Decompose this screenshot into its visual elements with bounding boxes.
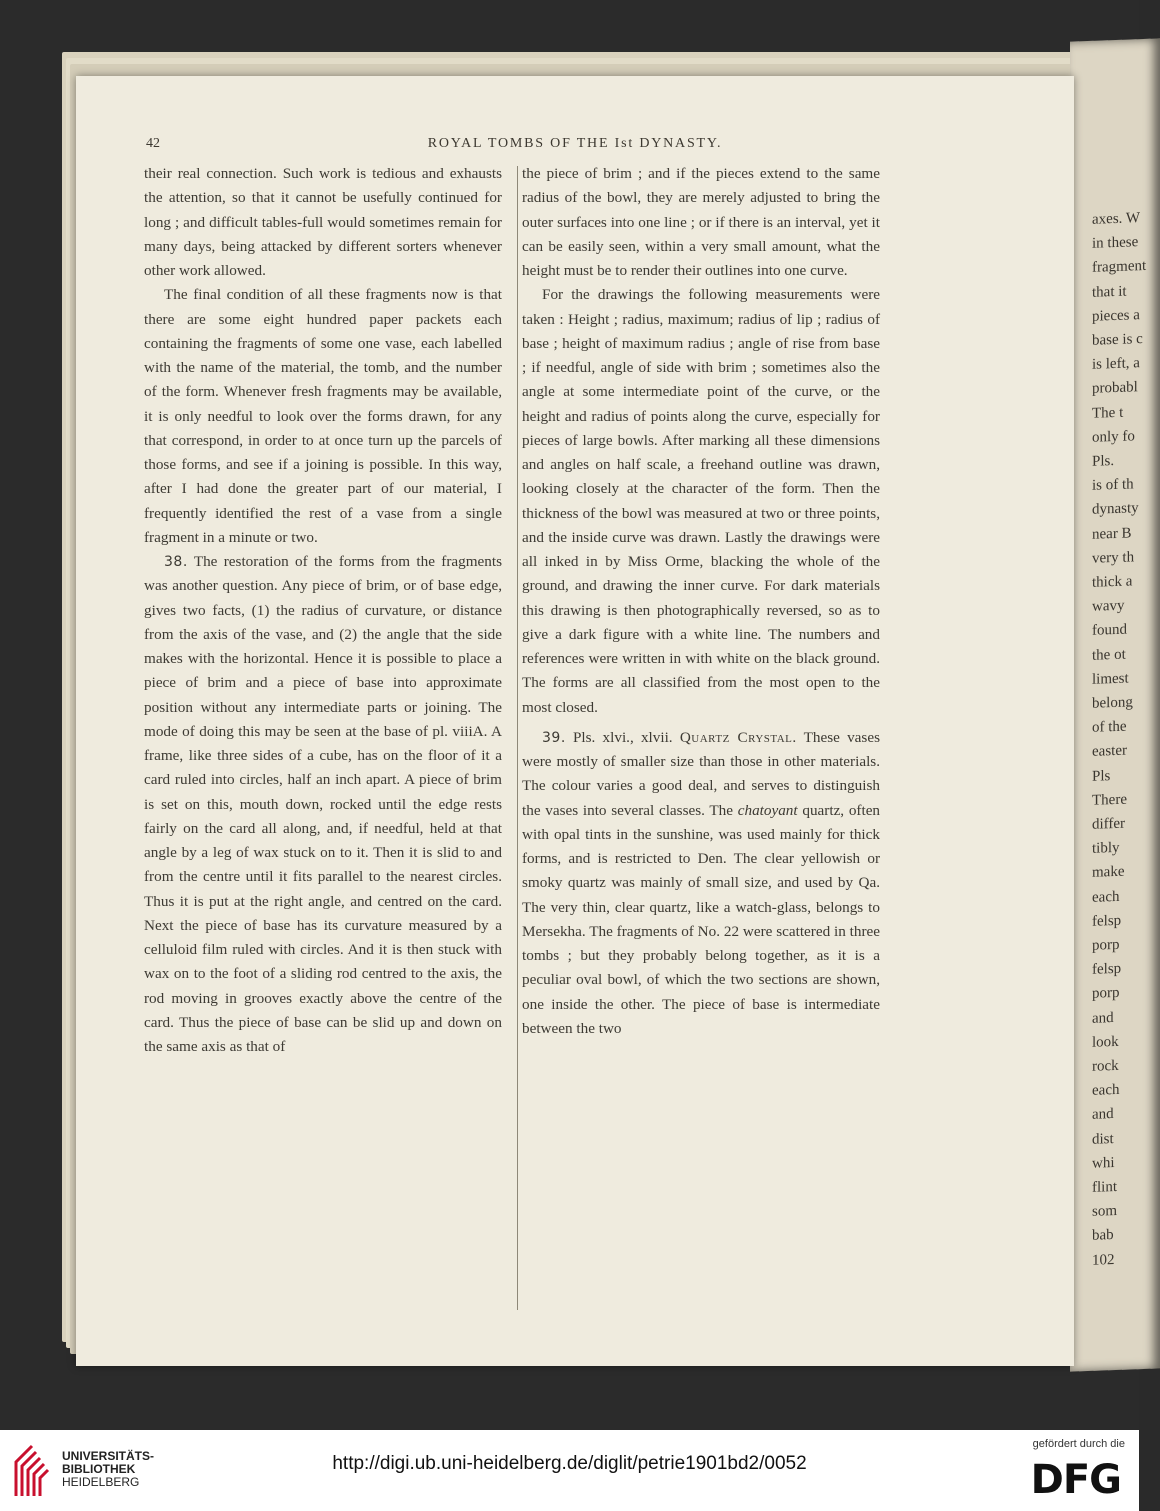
footer-bar (0, 1430, 1139, 1511)
facing-page-fragment: Pls (1092, 767, 1111, 785)
italic-term: chatoyant (737, 801, 798, 819)
page-header (76, 136, 1074, 156)
running-title: ROYAL TOMBS OF THE Ist DYNASTY. (427, 136, 723, 151)
facing-page-fragment: 102 (1092, 1251, 1115, 1269)
facing-page-fragment: tibly (1092, 840, 1120, 857)
plates-reference: Pls. xlvi., xlvii. (572, 728, 673, 746)
page-number: 42 (146, 136, 160, 151)
facing-page-fragment: thick a (1092, 573, 1133, 591)
facing-page-fragment: rock (1092, 1057, 1119, 1075)
facing-page-fragment: whi (1092, 1154, 1115, 1172)
right-column (522, 162, 880, 1041)
paragraph-text: quartz, often with opal tints in the sunshine, was used mainly for thick forms, and is restricted to Den. The clear yellowish or smoky quartz was mainly of small size, and used by Qa. The very thin, clear quartz, like a watch-glass, belongs to Mersekha. The fragments of No. 22 were scattered in three tombs ; but they probably belong together, as it is a peculiar oval bowl, of which the two sections are shown, one inside the other. The piece of base is intermediate between the two (522, 801, 881, 1037)
facing-page-fragment: There (1092, 791, 1127, 809)
paragraph (144, 550, 502, 1059)
facing-page-fragment: axes. W (1092, 210, 1141, 228)
facing-page-fragment: flint (1092, 1178, 1117, 1196)
paragraph: the piece of brim ; and if the pieces extend to the same radius of the bowl, they are merely adjusted to bring the outer surfaces into one line ; or if there is an interval, yet it can be easily seen, within a very small amount, what the height must be to render their outlines into one curve. (522, 165, 880, 279)
facing-page-fragment: very th (1092, 549, 1135, 567)
facing-page-fragment: fragment (1092, 258, 1147, 277)
facing-page-fragment: felsp (1092, 912, 1122, 930)
paragraph: The final condition of all these fragments now is that there are some eight hundred paper packets each containing the fragments of some one vase, each labelled with the name of the material, the tomb, and the number of the form. Whenever fresh fragments may be available, it is only needful to look over the forms drawn, for any that correspond, in order to at once turn up the parcels of those forms, and see if a joining is possible. In this way, after I had done the greater part of our material, I frequently identified the rest of a vase from a single fragment in a minute or two. (144, 286, 502, 546)
facing-page-fragment: porp (1092, 985, 1120, 1003)
paragraph (522, 726, 880, 1041)
paragraph-text: These vases were mostly of smaller size than those in other materials. The colour varies a good deal, and serves to distinguish the vases into several classes. The (522, 728, 880, 819)
facing-page-fragment: easter (1092, 742, 1127, 761)
facing-page-fragment: bab (1092, 1227, 1114, 1245)
facing-page-fragment: som (1092, 1203, 1118, 1220)
facing-page-fragment: is left, a (1092, 355, 1140, 373)
facing-page-fragment: in these (1092, 234, 1139, 252)
facing-page-fragment: differ (1092, 815, 1126, 833)
facing-page-fragment: porp (1092, 936, 1120, 954)
facing-page-fragment: each (1092, 1082, 1120, 1099)
facing-page-fragment: base is c (1092, 331, 1143, 349)
permalink-url[interactable]: http://digi.ub.uni-heidelberg.de/diglit/petrie1901bd2/0052 (332, 1453, 807, 1474)
facing-page-fragment: each (1092, 888, 1120, 906)
facing-page-fragment: found (1092, 621, 1127, 640)
section-number: 39. (542, 729, 566, 746)
facing-page-fragment: wavy (1092, 597, 1125, 615)
facing-page-fragment: only fo (1092, 428, 1135, 446)
book-page (76, 76, 1074, 1366)
facing-page-fragment: is of th (1092, 476, 1134, 494)
facing-page-fragment: limest (1092, 670, 1129, 688)
facing-page-fragment: and (1092, 1009, 1114, 1027)
facing-page-fragment: dist (1092, 1130, 1114, 1148)
facing-page-fragment: of the (1092, 718, 1127, 736)
library-name-line: BIBLIOTHEK (62, 1462, 136, 1476)
section-heading: Quartz Crystal. (679, 728, 797, 746)
facing-page-fragment: probabl (1092, 379, 1138, 398)
funded-by-label: gefördert durch die (1032, 1438, 1125, 1450)
facing-page-fragment: look (1092, 1033, 1119, 1051)
paragraph-text: The restoration of the forms from the fragments was another question. Any piece of brim, or of base edge, gives two facts, (1) the radius of curvature, or distance from the axis of the vase, and (2) the angle that the side makes with the horizontal. Hence it is possible to place a piece of brim and a piece of base into approximate position without any intermediate parts or joining. The mode of doing this may be seen at the base of pl. viiiA. A frame, like three sides of a cube, has on the floor of it a card ruled into circles, half an inch apart. A piece of brim is set on this, mouth down, rocked until the edge rests fairly on the card all along, and, if needful, held at that angle by a leg of wax stuck on to it. Then it is slid to and from the centre until it fits parallel to the nearest circles. Thus it is put at the right angle, and centred on the card. Next the piece of base has its curvature measured by a celluloid film ruled with circles. And it is then stuck with wax on to the foot of a sliding rod centred to the axis, the rod moving in grooves exactly above the centre of the card. Thus the piece of base can be slid up and down on the same axis as that of (144, 553, 502, 1055)
dfg-logo: DFG (1030, 1457, 1121, 1503)
facing-page-fragment: felsp (1092, 960, 1122, 978)
library-name-line: UNIVERSITÄTS- (62, 1449, 155, 1463)
column-divider (517, 166, 518, 1310)
facing-page-fragment: the ot (1092, 646, 1126, 664)
facing-page-fragment: make (1092, 864, 1125, 882)
section-number: 38. (164, 554, 188, 570)
facing-page-fragment: The t (1092, 404, 1124, 422)
facing-page-fragment: and (1092, 1106, 1114, 1124)
facing-page-fragment: belong (1092, 694, 1133, 712)
facing-page-fragment: pieces a (1092, 306, 1140, 325)
facing-page-fragment: that it (1092, 283, 1127, 301)
paragraph: their real connection. Such work is tedious and exhausts the attention, so that it cannot be usefully continued for long ; and difficult tables-full would sometimes remain for many days, being attacked by different sorters whenever other work allowed. (144, 165, 502, 279)
facing-page (1070, 38, 1160, 1371)
facing-page-fragment: near B (1092, 525, 1132, 543)
facing-page-fragment: Pls. (1092, 453, 1115, 470)
paragraph: For the drawings the following measurements were taken : Height ; radius, maximum; radius of lip ; radius of base ; height of maximum radius ; angle of rise from base ; if needful, angle of side with brim ; sometimes also the angle at some intermediate point of the curve, or the height and radius of points along the curve, especially for pieces of large bowls. After marking all these dimensions and angles on half scale, a freehand outline was drawn, looking closely at the character of the form. Then the thickness of the bowl was measured at two or three points, and the inside curve was drawn. Lastly the drawings were all inked in by Miss Orme, blacking the whole of the ground, and drawing the inner curve. For dark materials this drawing is then photographically reversed, so as to give a dark figure with a white line. The numbers and references were written in with white on the black ground. The forms are all classified from the most open to the most closed. (522, 286, 880, 716)
left-column (144, 162, 502, 1059)
facing-page-fragment: dynasty (1092, 500, 1139, 519)
library-name-line: HEIDELBERG (62, 1475, 140, 1489)
